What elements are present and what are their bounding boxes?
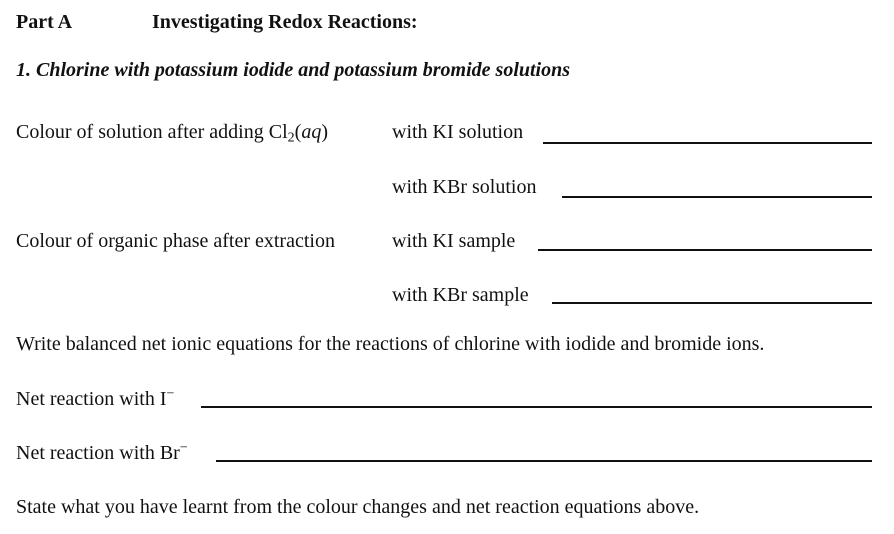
conclusion-prompt: State what you have learnt from the colour changes and net reaction equations above. [16,496,700,518]
net-iodide-text: Net reaction with I [16,388,167,410]
kbr-sample-answer-line[interactable] [552,302,872,304]
kbr-sample-label: with KBr sample [392,284,529,306]
net-bromide-text: Net reaction with Br [16,442,180,464]
net-iodide-answer-line[interactable] [201,406,872,408]
state-close-paren: ) [321,121,328,143]
ki-solution-answer-line[interactable] [543,142,872,144]
part-label: Part A [16,11,73,33]
net-bromide-label [16,440,188,464]
colour-solution-label-text: Colour of solution after adding Cl [16,121,288,143]
experiment-heading: 1. Chlorine with potassium iodide and potassium bromide solutions [16,59,571,81]
ki-sample-label: with KI sample [392,230,516,252]
kbr-solution-answer-line[interactable] [562,196,872,198]
aqueous-state: aq [301,121,322,143]
state-open-paren: ( [294,121,302,143]
colour-solution-label [16,121,328,146]
section-title: Investigating Redox Reactions: [152,11,418,33]
net-bromide-answer-line[interactable] [216,460,872,462]
equations-prompt: Write balanced net ionic equations for the reactions of chlorine with iodide and bromide ions. [16,333,765,355]
chlorine-subscript: 2 [287,130,295,146]
kbr-solution-label: with KBr solution [392,176,537,198]
ki-solution-label: with KI solution [392,121,524,143]
iodide-charge: − [166,386,175,402]
ki-sample-answer-line[interactable] [538,249,872,251]
bromide-charge: − [179,440,188,456]
colour-organic-label: Colour of organic phase after extraction [16,230,335,252]
net-iodide-label [16,386,175,410]
